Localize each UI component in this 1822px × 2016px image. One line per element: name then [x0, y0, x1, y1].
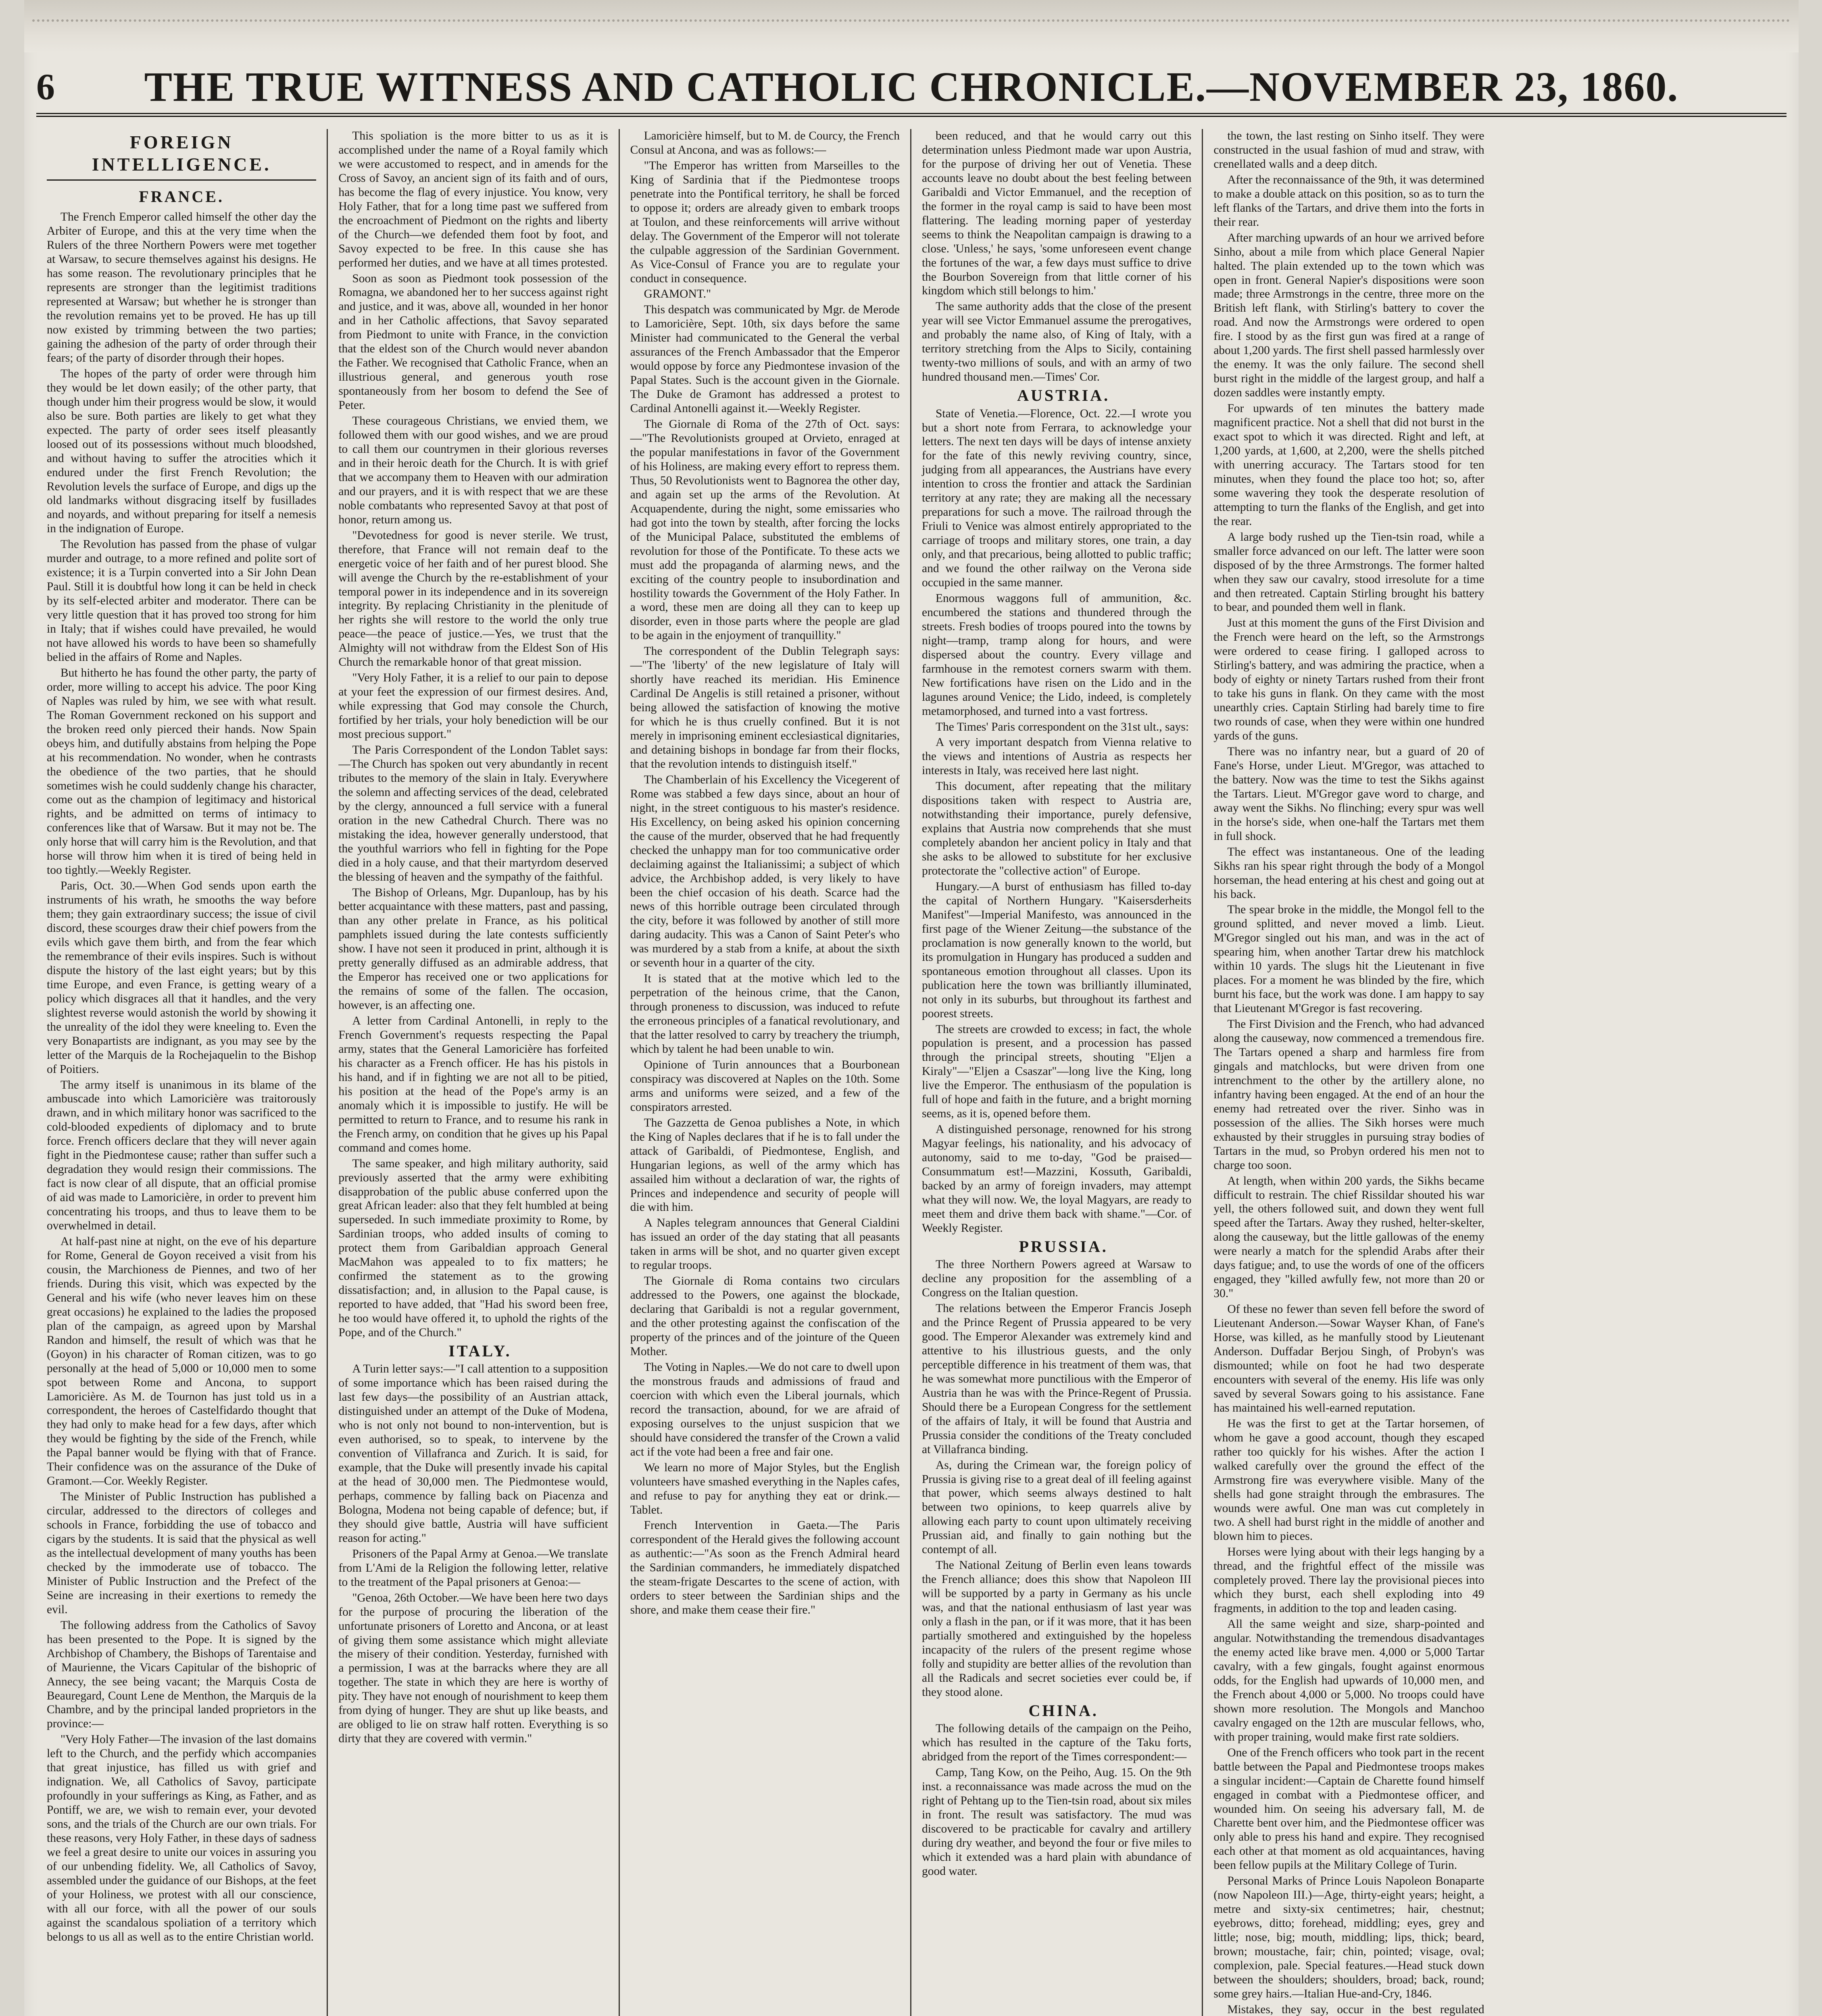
article-paragraph: A distinguished personage, renowned for his strong Magyar feelings, his nationality, and his advocacy of autonomy, said to me to-day, "God be praised—Consummatum est!—Mazzini, Kossuth, Garibaldi, backed by an army of foreign invaders, may attempt what they will now. We, the loyal Magyars, are ready to meet them and drive them back with shame."—Cor. of Weekly Register. — [921, 1123, 1192, 1235]
article-paragraph: The following details of the campaign on the Peiho, which has resulted in the capture of the Taku forts, abridged from the report of the Times correspondent:— — [921, 1722, 1192, 1764]
article-paragraph: The Revolution has passed from the phase of vulgar murder and outrage, to a more refined and polite sort of existence; it is a Turpin converted into a Sir John Dean Paul. Still it is doubtful how long it can be held in check by its self-elected arbiter and moderator. There can be very little question that it has proved too strong for him in Italy; that if wishes could have prevailed, he would not have allowed his words to have been so shamefully belied in the affairs of Rome and Naples. — [47, 538, 317, 664]
article-paragraph: This despatch was communicated by Mgr. de Merode to Lamoricière, Sept. 10th, six days before the same Minister had communicated to the General the verbal assurances of the French Ambassador that the Emperor would oppose by force any Piedmontese invasion of the Papal States. Such is the account given in the Giornale. The Duke de Gramont has addressed a protest to Cardinal Antonelli against it.—Weekly Register. — [630, 303, 900, 415]
article-paragraph: The Bishop of Orleans, Mgr. Dupanloup, has by his better acquaintance with these matters, past and passing, than any other prelate in France, as his political pamphlets issued during the late contests sufficiently show. I have not seen it produced in print, although it is pretty generally diffused as an admirable address, that the Emperor has received one or two applications for the remains of some of the fallen. The occasion, however, is an affecting one. — [338, 886, 608, 1012]
article-paragraph: The National Zeitung of Berlin even leans towards the French alliance; does this show that Napoleon III will be supported by a party in Germany as his uncle was, and that the national enthusiasm of last year was only a flash in the pan, or if it was more, that it has been partially smothered and extinguished by the hopeless incapacity of the rulers of the present regime whose folly and stupidity are better allies of the revolution than all the Radicals and secret societies ever could be, if they stood alone. — [921, 1559, 1192, 1699]
article-paragraph: French Intervention in Gaeta.—The Paris correspondent of the Herald gives the following account as authentic:—"As soon as the French Admiral heard the Sardinian commanders, he immediately dispatched the steam-frigate Descartes to the scene of action, with orders to steer between the Sardinian ships and the shore, and make them cease their fire." — [630, 1519, 900, 1617]
article-paragraph: The Paris Correspondent of the London Tablet says:—The Church has spoken out very abundantly in recent tributes to the memory of the slain in Italy. Everywhere the solemn and affecting services of the dead, celebrated by the clergy, announced a full service with a funeral oration in the new Cathedral Church. There was no mistaking the idea, however generally understood, that the youthful warriors who fell in fighting for the Pope died in a holy cause, and that their martyrdom deserved the blessing of heaven and the sympathy of the faithful. — [338, 743, 608, 883]
article-paragraph: The spear broke in the middle, the Mongol fell to the ground splitted, and never moved a limb. Lieut. M'Gregor singled out his man, and was in the act of spearing him, when another Tartar drew his matchlock within 10 yards. The slugs hit the Lieutenant in five places. For a moment he was blinded by the fire, which burnt his face, but the work was done. I am happy to say that Lieutenant M'Gregor is fast recovering. — [1213, 903, 1484, 1015]
article-paragraph: The hopes of the party of order were through him they would be let down easily; of the other party, that though under him their progress would be slow, it would also be sure. Both parties are likely to get what they expected. The party of order sees itself pleasantly loosed out of its possessions without much bloodshed, and without having to suffer the atrocities which it endured under the first French Revolution; the Revolution levels the surface of Europe, and digs up the old landmarks without disgracing itself by fusillades and noyards, and without preparing for itself a nemesis in the indignation of Europe. — [47, 367, 317, 535]
article-paragraph: Of these no fewer than seven fell before the sword of Lieutenant Anderson.—Sowar Wayser Khan, of Fane's Horse, was killed, as he manfully stood by Lieutenant Anderson. Duffadar Berjou Singh, of Probyn's was dismounted; while on foot he had two desperate encounters with several of the enemy. His life was only saved by several Sowars going to his assistance. Fane has maintained his well-earned reputation. — [1213, 1303, 1484, 1414]
article-paragraph: These courageous Christians, we envied them, we followed them with our good wishes, and we are proud to call them our countrymen in their glorious reverses and in their heroic death for the Church. It is with grief that we accompany them to Heaven with our admiration and our prayers, and it is with respect that we are these noble combatants who represented Savoy at that post of honor, return among us. — [338, 414, 608, 526]
article-paragraph: One of the French officers who took part in the recent battle between the Papal and Piedmontese troops makes a singular incident:—Captain de Charette found himself engaged in combat with a Piedmontese officer, and wounded him. On seeing his adversary fall, M. de Charette bent over him, and the Piedmontese officer was only able to press his hand and expire. They recognised each other at that moment as old acquaintances, having been fellow pupils at the Military College of Turin. — [1213, 1746, 1484, 1872]
article-paragraph: The correspondent of the Dublin Telegraph says:—"The 'liberty' of the new legislature of Italy will shortly have reached its meridian. His Eminence Cardinal De Angelis is still retained a prisoner, without being allowed the satisfaction of knowing the motive for which he is thus cruelly confined. But it is not merely in imprisoning eminent ecclesiastical dignitaries, and detaining bishops in bondage far from their flocks, that the revolution intends to distinguish itself." — [630, 645, 900, 771]
article-paragraph: Mistakes, they say, occur in the best regulated — [1227, 2003, 1484, 2016]
article-paragraph: As, during the Crimean war, the foreign policy of Prussia is giving rise to a great deal of ill feeling against that power, which seems always destined to halt between two opinions, to keep quarrels alive by allowing each party to count upon ultimately receiving Prussian aid, and finally to gain nothing but the contempt of all. — [921, 1458, 1192, 1556]
article-paragraph: After the reconnaissance of the 9th, it was determined to make a double attack on this position, so as to turn the left flanks of the Tartars, and drive them into the forts in their rear. — [1213, 173, 1484, 229]
article-paragraph: The relations between the Emperor Francis Joseph and the Prince Regent of Prussia appeared to be very good. The Emperor Alexander was extremely kind and attentive to his illustrious guests, and the only perceptible difference in his treatment of them was, that he was somewhat more punctilious with the Emperor of Austria than he was with the Prince-Regent of Prussia. Should there be a European Congress for the settlement of the affairs of Italy, it will be found that Austria and Prussia consider the conditions of the Treaty concluded at Villafranca binding. — [921, 1302, 1192, 1456]
article-paragraph: The streets are crowded to excess; in fact, the whole population is present, and a procession has passed through the principal streets, shouting "Eljen a Kiraly"—"Eljen a Csaszar"—long live the King, long live the Emperor. The enthusiasm of the population is full of hope and faith in the future, and a bright morning seems, as it is, opened before them. — [921, 1023, 1192, 1120]
country-heading: ITALY. — [448, 1342, 512, 1360]
article-columns — [36, 129, 1787, 2016]
article-paragraph: Soon as soon as Piedmont took possession of the Romagna, we abandoned her to her success against right and justice, and it was, above all, wounded in her honor and in her Catholic affections, that Savoy separated from Piedmont to unite with France, in the conviction that the eldest son of the Church would never abandon the Father. We recognised that Catholic France, when an illustrious general, and generous youth rose spontaneously from her bosom to defend the See of Peter. — [338, 272, 608, 412]
article-paragraph: Opinione of Turin announces that a Bourbonean conspiracy was discovered at Naples on the 10th. Some arms and uniforms were seized, and a few of the conspirators arrested. — [630, 1058, 900, 1114]
article-paragraph: It is stated that at the motive which led to the perpetration of the heinous crime, that the Canon, through proneness to discussion, was induced to refute the erroneous principles of a fanatical revolutionary, and that the latter resolved to carry by treachery the triumph, which by talent he had been unable to win. — [630, 972, 900, 1056]
article-paragraph: "Genoa, 26th October.—We have been here two days for the purpose of procuring the liberation of the unfortunate prisoners of Loretto and Ancona, or at least of giving them some assistance which might alleviate the misery of their condition. Yesterday, furnished with a permission, I was at the barracks where they are all together. The state in which they are here is worthy of pity. They have not enough of nourishment to keep them from dying of hunger. They are shut up like beasts, and are obliged to lie on straw half rotten. Everything is so dirty that they are covered with vermin." — [338, 1591, 608, 1745]
article-paragraph: At half-past nine at night, on the eve of his departure for Rome, General de Goyon received a visit from his cousin, the Marchioness de Piennes, and two of her friends. During this visit, which was expected by the General and his wife (who never leaves him on these great occasions) he explained to the ladies the proposed plan of the campaign, as agreed upon by Marshal Randon and himself, the result of which was that he (Goyon) in his character of Roman citizen, was to go personally at the head of 5,000 or 10,000 men to some spot between Rome and Ancona, to support Lamoricière. As M. de Tournon has just told us in a correspondent, the heroes of Castelfidardo thought that they had only to make head for a few days, after which they would be fighting by the side of the French, while the Papal banner would be flying with that of France. Their confidence was on the assurance of the Duke of Gramont.—Cor. Weekly Register. — [47, 1235, 317, 1488]
article-paragraph: There was no infantry near, but a guard of 20 of Fane's Horse, under Lieut. M'Gregor, was attached to the battery. Now was the time to test the Sikhs against the Tartars. Lieut. M'Gregor gave word to charge, and away went the Sikhs. No flinching; every spur was well in the horse's side, when one-half the Tartars met them in full shock. — [1213, 745, 1484, 843]
article-paragraph: The Giornale di Roma contains two circulars addressed to the Powers, one against the blockade, declaring that Garibaldi is not a regular government, and the other protesting against the confiscation of the property of the princes and of the jointure of the Queen Mother. — [630, 1275, 900, 1358]
article-paragraph: Enormous waggons full of ammunition, &c. encumbered the stations and thundered through the streets. Fresh bodies of troops poured into the towns by night—tramp, tramp along for hours, and were dispersed about the country. Every village and farmhouse in the remotest corners swarm with them. New fortifications have risen on the Lido and in the lagunes around Venice; the Lido, indeed, is completely metamorphosed, and turned into a vast fortress. — [921, 591, 1192, 718]
country-heading: FRANCE. — [139, 187, 224, 206]
page-title: THE TRUE WITNESS AND CATHOLIC CHRONICLE.—NOVEMBER 23, 1860. — [144, 63, 1679, 110]
text-column — [328, 129, 619, 2016]
article-paragraph: The effect was instantaneous. One of the leading Sikhs ran his spear right through the body of a Mongol horseman, the head entering at his chest and going out at his back. — [1213, 845, 1484, 901]
article-paragraph: Prisoners of the Papal Army at Genoa.—We translate from L'Ami de la Religion the following letter, relative to the treatment of the Papal prisoners at Genoa:— — [338, 1547, 608, 1589]
article-paragraph: This document, after repeating that the military dispositions taken with respect to Austria are, notwithstanding their importance, purely defensive, explains that Austria now comprehends that she must completely abandon her ancient policy in Italy and that she asks to be allowed to substitute for her exclusive protectorate the "collective action" of Europe. — [921, 780, 1192, 878]
section-heading: FOREIGN INTELLIGENCE. — [47, 131, 316, 181]
article-paragraph: the town, the last resting on Sinho itself. They were constructed in the usual fashion of mud and straw, with crenellated walls and a deep ditch. — [1213, 129, 1484, 171]
article-paragraph: Paris, Oct. 30.—When God sends upon earth the instruments of his wrath, he smooths the way before them; they gain extraordinary success; the issue of civil discord, these scourges draw their chief powers from the evils which gave them birth, and from the fear which the remembrance of their evils inspires. Such is without dispute the history of the last eight years; but by this time Europe, and even France, is getting weary of a policy which disgraces all that it handles, and the very slightest reverse would astonish the world by showing it the unreality of the idol they were kneeling to. Even the very Bonapartists are indignant, as you may see by the letter of the Marquis de la Rochejaquelin to the Bishop of Poitiers. — [47, 879, 317, 1076]
article-paragraph: The same speaker, and high military authority, said previously asserted that the army were exhibiting disapprobation of the public abuse conferred upon the great African leader: also that they felt humbled at being superseded. In such immediate proximity to Rome, by Sardinian troops, who added insults of coming to protect them from Garibaldian approach General MacMahon was appealed to to fix matters; he confirmed the statement as to the growing dissatisfaction; and, in allusion to the Papal cause, is reported to have added, that "Had his sword been free, he too would have offered it, to uphold the rights of the Pope, and of the Church." — [338, 1157, 608, 1339]
country-heading: PRUSSIA. — [1019, 1237, 1108, 1256]
article-paragraph: The Gazzetta de Genoa publishes a Note, in which the King of Naples declares that if he is to fall under the attack of Garibaldi, of Piedmontese, English, and Hungarian legions, as well of the army which has assailed him without a declaration of war, the rights of Princes and independence and security of people will die with him. — [630, 1116, 900, 1214]
article-paragraph: A very important despatch from Vienna relative to the views and intentions of Austria as respects her interests in Italy, was received here last night. — [921, 736, 1192, 777]
article-paragraph: Horses were lying about with their legs hanging by a thread, and the frightful effect of the missile was completely proved. There lay the provisional pieces into which they burst, each shell exploding into 49 fragments, in addition to the top and leaden casing. — [1213, 1545, 1484, 1615]
article-paragraph: been reduced, and that he would carry out this determination unless Piedmont made war upon Austria, for the purpose of driving her out of Venetia. These accounts leave no doubt about the best feeling between Garibaldi and Victor Emmanuel, and the reception of the former in the royal camp is said to have been most flattering. The leading morning paper of yesterday seems to think the Neapolitan campaign is drawing to a close. 'Unless,' he says, 'some unforeseen event change the fortunes of the war, a few days must suffice to drive the Bourbon Sovereign from that little corner of his kingdom which still belongs to him.' — [921, 129, 1192, 298]
text-column — [911, 129, 1203, 2016]
text-column — [620, 129, 911, 2016]
article-paragraph: This spoliation is the more bitter to us as it is accomplished under the name of a Royal family which we were accustomed to respect, and in amends for the Cross of Savoy, an ancient sign of its faith and of ours, has become the flag of every injustice. You know, very Holy Father, that for a long time past we suffered from the encroachment of Piedmont on the rights and liberty of the Church—we defended them foot by foot, and Savoy expected to be free. In this cause she has performed her duties, and we have at all times protested. — [338, 129, 608, 269]
article-paragraph: But hitherto he has found the other party, the party of order, more willing to accept his advice. The poor King of Naples was ruled by him, we see with what result. The Roman Government reckoned on his support and the broken reed only pierced their hands. Now Spain obeys him, and dutifully abstains from helping the Pope at his recommendation. No wonder, when he contrasts the obedience of the two parties, that he should sometimes wish he could suddenly change his character, come out as the champion of legitimacy and historical rights, and be admitted on terms of intimacy to conferences like that of Warsaw. But it may not be. The only horse that will carry him is the Revolution, and that horse will throw him when it is tired of being held in too tightly.—Weekly Register. — [47, 666, 317, 877]
article-paragraph: The Times' Paris correspondent on the 31st ult., says: — [935, 720, 1189, 733]
article-paragraph: The army itself is unanimous in its blame of the ambuscade into which Lamoricière was traitorously drawn, and in which military honor was sacrificed to the cold-blooded expedients of diplomacy and to brute force. French officers declare that they will never again fight in the Piedmontese cause; rather than suffer such a degradation they would resign their commissions. The fact is now clear of all dispute, that an official promise of aid was made to Lamoricière, in order to prevent him concentrating his troops, and thus to leave them to be overwhelmed in detail. — [47, 1078, 317, 1233]
article-paragraph: The following address from the Catholics of Savoy has been presented to the Pope. It is signed by the Archbishop of Chambery, the Bishops of Tarentaise and of Maurienne, the Vicars Capitular of the bishopric of Annecy, the see being vacant; the Marquis Costa de Beauregard, Count Lene de Menthon, the Marquis de la Chambre, and by the principal landed proprietors in the province:— — [47, 1618, 317, 1731]
article-paragraph: Hungary.—A burst of enthusiasm has filled to-day the capital of Northern Hungary. "Kaisersderheits Manifest"—Imperial Manifesto, was announced in the first page of the Wiener Zeitung—the substance of the proclamation is now generally known to the world, but its promulgation in Hungary has produced a sudden and spontaneous emotion throughout all classes. Upon its publication here the town was brilliantly illuminated, not only in its suburbs, but throughout its farthest and poorest streets. — [921, 880, 1192, 1020]
article-paragraph: For upwards of ten minutes the battery made magnificent practice. Not a shell that did not burst in the exact spot to which it was directed. Right and left, at 1,200 yards, at 1,600, at 2,200, were the shells pitched with unerring accuracy. The Tartars stood for ten minutes, when they found the place too hot; so, after some wavering they took the desperate resolution of attempting to turn the flanks of the English, and get into the rear. — [1213, 402, 1484, 528]
newspaper-page — [24, 0, 1799, 2016]
text-column — [1203, 129, 1495, 2016]
article-paragraph: The French Emperor called himself the other day the Arbiter of Europe, and this at the very time when the Rulers of the three Northern Powers were met together at Warsaw, to secure themselves against his designs. He has some reason. The revolutionary principles that he represents are stronger than the legitimist traditions represented at Warsaw; but whether he is stronger than the revolution remains yet to be proved. He has up till now existed by trimming between the two parties; gaining the adhesion of the party of order through their fears; of the party of disorder through their hopes. — [47, 210, 317, 364]
article-paragraph: At length, when within 200 yards, the Sikhs became difficult to restrain. The chief Rissildar shouted his war yell, the others followed suit, and down they went full speed after the Tartars. Away they rushed, helter-skelter, along the causeway, but the little gallowas of the enemy were nearly a match for the splendid Arabs after their days fatigue; and, to use the words of one of the officers engaged, they "killed awfully few, not more than 20 or 30." — [1213, 1174, 1484, 1300]
article-paragraph: A large body rushed up the Tien-tsin road, while a smaller force advanced on our left. The latter were soon disposed of by the three Armstrongs. The former halted when they saw our cavalry, stood irresolute for a time and then retreated. Captain Stirling brought his battery to bear, and pounded them well in flank. — [1213, 530, 1484, 614]
country-heading: AUSTRIA. — [1017, 386, 1110, 405]
article-paragraph: A Naples telegram announces that General Cialdini has issued an order of the day stating that all peasants taken in arms will be shot, and no quarter given except to regular troops. — [630, 1216, 900, 1272]
article-paragraph: "Very Holy Father—The invasion of the last domains left to the Church, and the perfidy which accompanies that great injustice, has filled us with grief and indignation. We, all Catholics of Savoy, participate profoundly in your sufferings as King, as Father, and as Pontiff, we are, we wish to remain ever, your devoted sons, and the trials of the Church are our own trials. For these reasons, very Holy Father, in these days of sadness we feel a great desire to unite our voices in assuring you of our unbending fidelity. We, all Catholics of Savoy, assembled under the guidance of our Bishops, at the feet of your Holiness, we protest with all our conscience, with all our force, with all the power of our souls against the scandalous spoliation of a territory which belongs to us all as well as to the entire Christian world. — [47, 1733, 317, 1943]
page-number: 6 — [36, 66, 55, 107]
masthead — [36, 60, 1787, 117]
country-heading: CHINA. — [1028, 1701, 1099, 1720]
article-paragraph: The same authority adds that the close of the present year will see Victor Emmanuel assume the prerogatives, and probably the name also, of King of Italy, with a territory stretching from the Alps to Sicily, containing twenty-two millions of souls, and with an army of two hundred thousand men.—Times' Cor. — [921, 300, 1192, 384]
article-paragraph: "The Emperor has written from Marseilles to the King of Sardinia that if the Piedmontese troops penetrate into the Pontifical territory, he shall be forced to oppose it; orders are already given to embark troops at Toulon, and these reinforcements will arrive without delay. The Government of the Emperor will not tolerate the culpable aggression of the Sardinian Government. As Vice-Consul of France you are to regulate your conduct in consequence. — [630, 159, 900, 285]
article-paragraph: The Minister of Public Instruction has published a circular, addressed to the directors of colleges and schools in France, forbidding the use of tobacco and cigars by the students. It is said that the physical as well as the intellectual development of many youths has been checked by the immoderate use of tobacco. The Minister of Public Instruction and the Prefect of the Seine are increasing in their exertions to remedy the evil. — [47, 1490, 317, 1616]
article-paragraph: We learn no more of Major Styles, but the English volunteers have smashed everything in the Naples cafes, and refuse to pay for anything they eat or drink.—Tablet. — [630, 1461, 900, 1516]
decorative-rule — [32, 19, 1791, 26]
article-paragraph: "Very Holy Father, it is a relief to our pain to depose at your feet the expression of our firmest desires. And, while expressing that God may console the Church, fortified by her trials, your holy benediction will be our most precious support." — [338, 671, 608, 741]
article-paragraph: A Turin letter says:—"I call attention to a supposition of some importance which has been raised during the last few days—the possibility of an Austrian attack, distinguished under an attempt of the Duke of Modena, who is not only not bound to non-intervention, but is even authorised, so to speak, to intervene by the convention of Villafranca and Zurich. It is said, for example, that the Duke will presently invade his capital at the head of 30,000 men. The Piedmontese would, perhaps, commence by falling back on Piacenza and Bologna, Modena not being capable of defence; but, if they should give battle, Austria will have sufficient reason for acting." — [338, 1362, 608, 1545]
article-paragraph: He was the first to get at the Tartar horsemen, of whom he gave a good account, though they escaped rather too quickly for his wishes. After the action I walked carefully over the ground the effect of the Armstrong fire was everywhere visible. Many of the shells had gone straight through the embrasures. The wounds were awful. One man was cut completely in two. A shell had burst right in the middle of another and blown him to pieces. — [1213, 1417, 1484, 1543]
article-paragraph: The three Northern Powers agreed at Warsaw to decline any proposition for the assembling of a Congress on the Italian question. — [921, 1258, 1192, 1300]
article-paragraph: All the same weight and size, sharp-pointed and angular. Notwithstanding the tremendous disadvantages the enemy acted like brave men. 4,000 or 5,000 Tartar cavalry, with a few gingals, fought against enormous odds, for the English had upwards of 10,000 men, and the French about 4,000 or 5,000. No troops could have shown more resolution. The Mongols and Manchoo cavalry engaged on the 12th are muscular fellows, who, with proper training, would make first rate soldiers. — [1213, 1618, 1484, 1743]
article-paragraph: A letter from Cardinal Antonelli, in reply to the French Government's requests respecting the Papal army, states that the General Lamoricière has forfeited his character as a French officer. He has his pistols in his hand, and if in fighting we are not all to be pitied, his position at the head of the Pope's army is an anomaly which it is impossible to justify. He will be permitted to return to France, and to resume his rank in the French army, on condition that he gives up his Papal command and comes home. — [338, 1014, 608, 1154]
article-paragraph: Camp, Tang Kow, on the Peiho, Aug. 15. On the 9th inst. a reconnaissance was made across the mud on the right of Pehtang up to the Tien-tsin road, about six miles in front. The result was satisfactory. The mud was discovered to be practicable for cavalry and artillery during dry weather, and beyond the four or five miles to which it extended was a hard plain with abundance of good water. — [921, 1766, 1192, 1878]
article-paragraph: "Devotedness for good is never sterile. We trust, therefore, that France will not remain deaf to the energetic voice of her faith and of her purest blood. She will avenge the Church by the re-establishment of your temporal power in its independence and in its sovereign integrity. By replacing Christianity in the plenitude of her rights she will restore to the world the only true peace—the peace of justice.—Yes, we trust that the Almighty will not withdraw from the Eldest Son of His Church the remarkable honor of that great mission. — [338, 529, 608, 669]
article-paragraph: GRAMONT." — [644, 287, 711, 301]
article-paragraph: The First Division and the French, who had advanced along the causeway, now commenced a tremendous fire. The Tartars opened a sharp and harmless fire from gingals and matchlocks, but were driven from one intrenchment to the other by the artillery alone, no infantry having been engaged. At the end of an hour the enemy had retreated over the river. Sinho was in possession of the allies. The Sikh horses were much exhausted by their struggles in pursuing stray bodies of Tartars in the mud, so Probyn ordered his men not to charge too soon. — [1213, 1018, 1484, 1172]
article-paragraph: Lamoricière himself, but to M. de Courcy, the French Consul at Ancona, and was as follows:— — [630, 129, 900, 156]
page-top-edge — [24, 0, 1799, 52]
article-paragraph: After marching upwards of an hour we arrived before Sinho, about a mile from which place General Napier halted. The plain extended up to the town which was open in front. General Napier's dispositions were soon made; three Armstrongs in the centre, three more on the British left flank, with Stirling's battery to cover the road. And now the Armstrongs were ordered to open fire. I stood by as the first gun was fired at a range of about 1,200 yards. The first shell passed harmlessly over the enemy. It was the only failure. The second shell burst right in the middle of the largest group, and half a dozen saddles were instantly empty. — [1213, 231, 1484, 400]
article-paragraph: Just at this moment the guns of the First Division and the French were heard on the left, so the Armstrongs were ordered to cease firing. I galloped across to Stirling's battery, and was admiring the practice, when a body of eighty or ninety Tartars rushed from their front to take his guns in flank. On they came with the most unearthly cries. Captain Stirling had barely time to fire two rounds of case, when they were within one hundred yards of the guns. — [1213, 616, 1484, 743]
article-paragraph: State of Venetia.—Florence, Oct. 22.—I wrote you but a short note from Ferrara, to acknowledge your letters. The next ten days will be days of intense anxiety for the fate of this newly reviving country, since, judging from all appearances, the Austrians have every intention to cross the frontier and attack the Sardinian territory at any rate; they are making all the necessary preparations for such a move. The railroad through the Friuli to Venice was almost entirely appropriated to the carriage of troops and military stores, one train, a day only, and that precarious, being allotted to public traffic; and we found the other railway on the Verona side occupied in the same manner. — [921, 407, 1192, 589]
article-paragraph: Personal Marks of Prince Louis Napoleon Bonaparte (now Napoleon III.)—Age, thirty-eight years; height, a metre and sixty-six centimetres; hair, chestnut; eyebrows, ditto; forehead, middling; eyes, grey and little; nose, big; mouth, middling; lips, thick; beard, brown; moustache, fair; chin, pointed; visage, oval; complexion, pale. Special features.—Head stuck down between the shoulders; shoulders, broad; back, round; some grey hairs.—Italian Hue-and-Cry, 1846. — [1213, 1874, 1484, 2000]
article-paragraph: The Chamberlain of his Excellency the Vicegerent of Rome was stabbed a few days since, about an hour of night, in the street contiguous to his master's residence. His Excellency, on being asked his opinion concerning the cause of the murder, observed that he had frequently checked the unhappy man for too communicative order declaiming against the Italianissimi; a subject of which advice, the Archbishop added, is very likely to have been the chief occasion of his death. Scarce had the news of this horrible outrage been circulated through the city, before it was followed by another of still more daring audacity. This was a Canon of Saint Peter's who was murdered by a stab from a knife, at about the sixth or seventh hour in a quarter of the city. — [630, 773, 900, 970]
article-paragraph: The Giornale di Roma of the 27th of Oct. says:—"The Revolutionists grouped at Orvieto, enraged at the popular manifestations in favor of the Government of his Holiness, are making every effort to repress them. Thus, 50 Revolutionists went to Bagnorea the other day, and again set up the arms of the Revolution. At Acquapendente, during the night, some emissaries who had got into the town by stealth, after forcing the locks of the Municipal Palace, substituted the emblems of revolution for those of the Pontificate. To these acts we must add the propaganda of alarming news, and the exciting of the country people to insubordination and hostility towards the Government of the Holy Father. In a word, these men are doing all they can to keep up disorder, even in those parts where the people are glad to be again in the enjoyment of tranquillity." — [630, 418, 900, 642]
text-column — [36, 129, 328, 2016]
article-paragraph: The Voting in Naples.—We do not care to dwell upon the monstrous frauds and admissions of fraud and coercion with which even the Liberal journals, which record the transaction, abound, for we are afraid of exposing ourselves to the unjust suspicion that we should have considered the transfer of the Crown a valid act if the vote had been a free and fair one. — [630, 1360, 900, 1458]
